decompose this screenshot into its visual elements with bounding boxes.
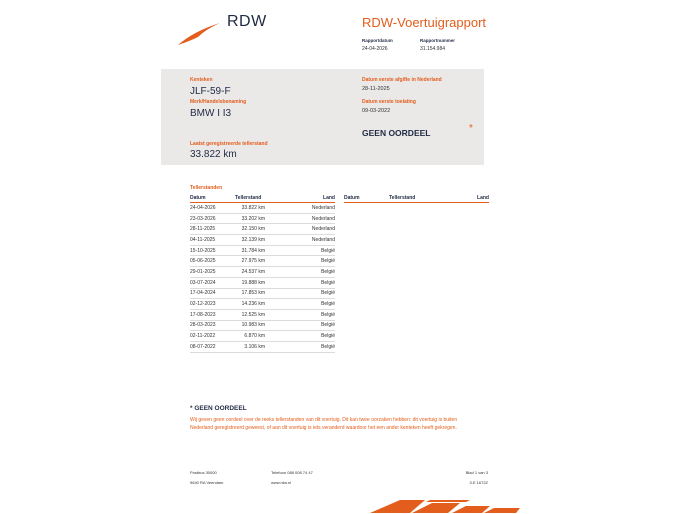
- odometer-rows: [190, 203, 335, 353]
- row-odometer: 27.975 km: [235, 256, 275, 267]
- row-date: 23-03-2026: [190, 213, 235, 224]
- footnote-title: * GEEN OORDEEL: [190, 405, 247, 412]
- row-odometer: 12.525 km: [235, 309, 275, 320]
- plate-label: Kenteken: [190, 77, 213, 83]
- row-odometer: 33.822 km: [235, 203, 275, 214]
- footnote-text: Wij geven geen oordeel over de reeks tellerstanden van dit voertuig. Dit kan twee oorzaken hebben: dit voertuig is buiten Nederland geregistreerd geweest, of aan dit voertuig is iets veranderd waardoor het een ander kenteken heeft gekregen.: [190, 417, 458, 431]
- col-country-right: Land: [429, 194, 489, 203]
- report-date-value: 24-04-2026: [362, 46, 388, 52]
- row-date: 08-07-2022: [190, 341, 235, 352]
- model-label: Merk/Handelsbenaming: [190, 99, 247, 105]
- odometer-readings-title: Tellerstanden: [190, 185, 223, 191]
- footer-code: 3.E 1672Z: [469, 480, 488, 485]
- last-odometer-label: Laatst geregistreerde tellerstand: [190, 141, 268, 147]
- report-number-label: Rapportnummer: [420, 38, 456, 43]
- table-row: [190, 235, 335, 246]
- row-odometer: 32.150 km: [235, 224, 275, 235]
- row-odometer: 19.888 km: [235, 277, 275, 288]
- row-date: 15-10-2025: [190, 245, 235, 256]
- table-row: [190, 320, 335, 331]
- table-row: [190, 213, 335, 224]
- row-country: België: [275, 277, 335, 288]
- row-date: 02-11-2022: [190, 331, 235, 342]
- row-date: 17-04-2024: [190, 288, 235, 299]
- table-row: [190, 299, 335, 310]
- footer-address-2: 9640 RA Veendam: [190, 480, 224, 485]
- col-date: Datum: [190, 194, 235, 203]
- table-row: [190, 277, 335, 288]
- first-admission-value: 09-03-2022: [362, 108, 391, 114]
- model-value: BMW I I3: [190, 108, 232, 119]
- footer-address-1: Postbus 30000: [190, 470, 217, 475]
- row-country: België: [275, 256, 335, 267]
- table-row: [190, 256, 335, 267]
- row-country: Nederland: [275, 224, 335, 235]
- table-row: [190, 341, 335, 352]
- row-country: België: [275, 320, 335, 331]
- footer-web: www.rdw.nl: [271, 480, 292, 485]
- odometer-table-right: [344, 194, 489, 203]
- row-country: België: [275, 309, 335, 320]
- brand-name: RDW: [227, 13, 267, 30]
- row-country: België: [275, 245, 335, 256]
- footer-page: Blad 1 van 3: [465, 470, 488, 475]
- rdw-logo-icon: [176, 21, 222, 47]
- row-date: 05-06-2025: [190, 256, 235, 267]
- row-odometer: 32.139 km: [235, 235, 275, 246]
- row-odometer: 24.537 km: [235, 267, 275, 278]
- row-odometer: 6.870 km: [235, 331, 275, 342]
- col-country: Land: [275, 194, 335, 203]
- row-date: 24-04-2026: [190, 203, 235, 214]
- footer-phone: Telefoon 088 008 74 47: [271, 470, 313, 475]
- row-date: 02-12-2023: [190, 299, 235, 310]
- first-issue-nl-label: Datum eerste afgifte in Nederland: [362, 77, 442, 83]
- row-odometer: 3.106 km: [235, 341, 275, 352]
- table-row: [190, 288, 335, 299]
- row-date: 03-07-2024: [190, 277, 235, 288]
- first-admission-label: Datum eerste toelating: [362, 99, 416, 105]
- plate-value: JLF-59-F: [190, 86, 231, 97]
- row-country: België: [275, 299, 335, 310]
- verdict-text: GEEN OORDEEL: [362, 128, 431, 138]
- report-date-label: Rapportdatum: [362, 38, 393, 43]
- last-odometer-value: 33.822 km: [190, 149, 237, 160]
- odometer-table-left: [190, 194, 335, 353]
- row-country: België: [275, 341, 335, 352]
- first-issue-nl-value: 28-11-2025: [362, 86, 390, 92]
- table-row: [190, 267, 335, 278]
- row-date: 28-03-2023: [190, 320, 235, 331]
- row-country: Nederland: [275, 203, 335, 214]
- row-odometer: 33.202 km: [235, 213, 275, 224]
- row-odometer: 31.784 km: [235, 245, 275, 256]
- table-row: [190, 245, 335, 256]
- report-title: RDW-Voertuigrapport: [362, 15, 487, 30]
- row-odometer: 17.853 km: [235, 288, 275, 299]
- row-country: België: [275, 331, 335, 342]
- decorative-stripes-icon: [370, 497, 530, 514]
- verdict-asterisk: *: [469, 123, 473, 134]
- col-odometer: Tellerstand: [235, 194, 275, 203]
- row-odometer: 10.983 km: [235, 320, 275, 331]
- row-date: 29-01-2025: [190, 267, 235, 278]
- row-date: 28-11-2025: [190, 224, 235, 235]
- row-country: België: [275, 267, 335, 278]
- table-row: [190, 203, 335, 214]
- row-date: 17-08-2023: [190, 309, 235, 320]
- table-row: [190, 331, 335, 342]
- row-odometer: 14.236 km: [235, 299, 275, 310]
- report-number-value: 31.154.984: [420, 46, 446, 52]
- row-country: Nederland: [275, 235, 335, 246]
- table-row: [190, 224, 335, 235]
- table-row: [190, 309, 335, 320]
- row-date: 04-11-2025: [190, 235, 235, 246]
- row-country: Nederland: [275, 213, 335, 224]
- row-country: België: [275, 288, 335, 299]
- col-date-right: Datum: [344, 194, 389, 203]
- col-odometer-right: Tellerstand: [389, 194, 429, 203]
